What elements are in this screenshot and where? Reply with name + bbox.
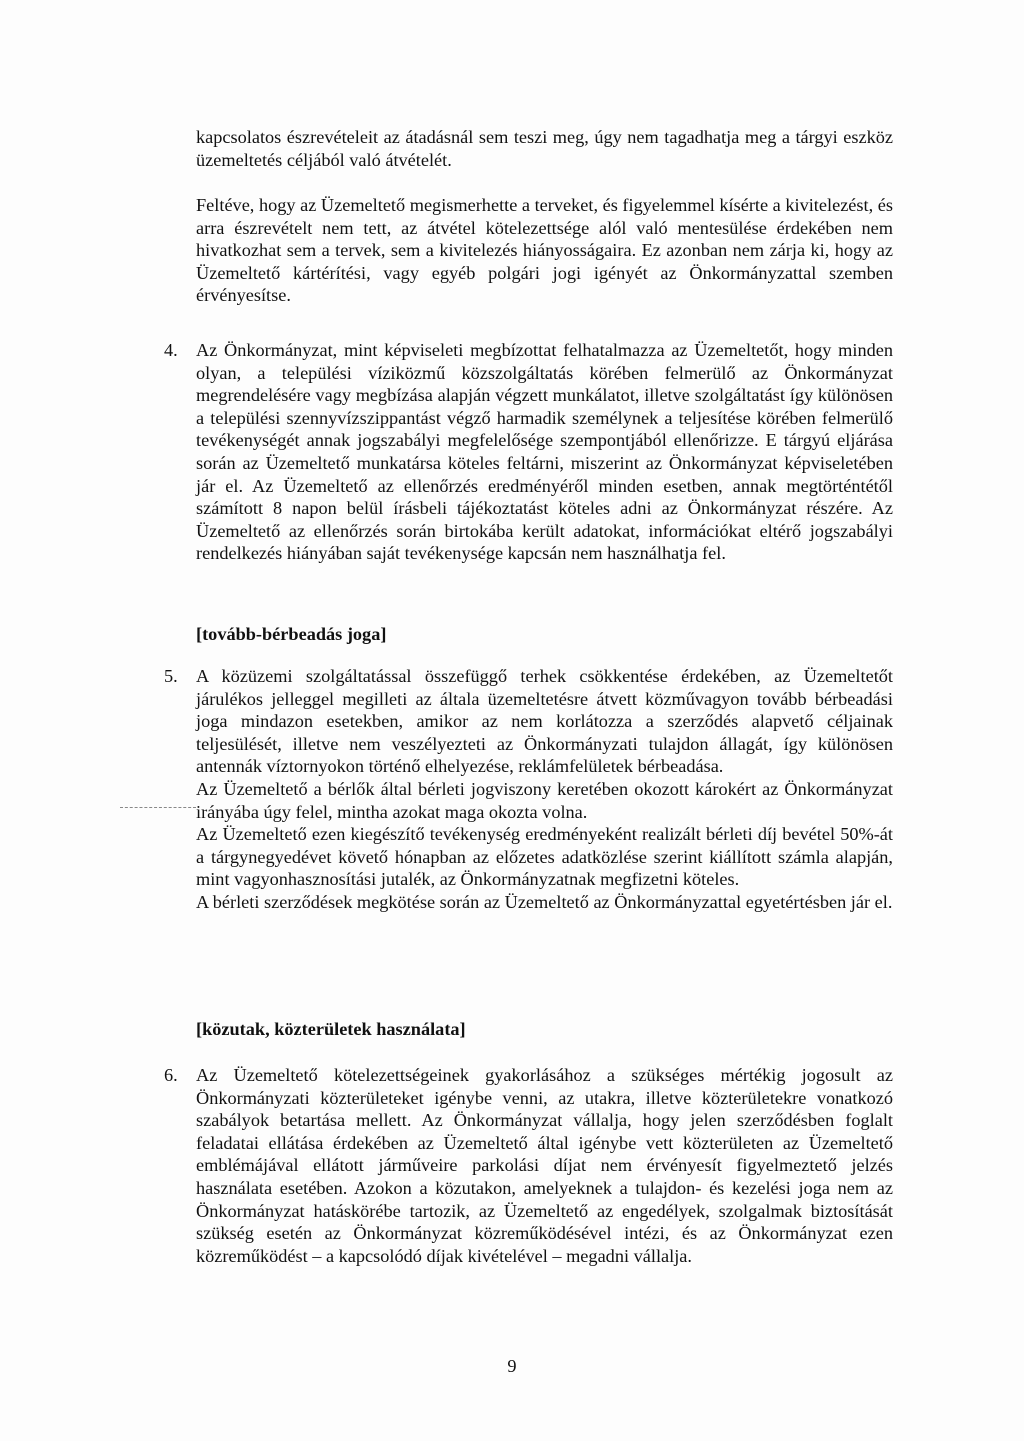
section-item-6 [164, 1064, 893, 1267]
heading-kozutak: [közutak, közterületek használata] [196, 1019, 466, 1039]
item-number: 4. [164, 340, 178, 360]
item-5-paragraph-3: Az Üzemeltető ezen kiegészítő tevékenység eredményeként realizált bérleti díj bevétel 50%-át a tárgynegyedévet követő hónapban az előzetes adatközlése szerint kiállított számla alapján, mint vagyonhasznosítási jutalék, az Önkormányzatnak megfizetni köteles. [196, 824, 893, 890]
page-number: 9 [507, 1356, 517, 1376]
paragraph-felteve: Feltéve, hogy az Üzemeltető megismerhette a terveket, és figyelemmel kísérte a kivitelezést, és arra észrevételt nem tett, az átvétel kötelezettsége alól való mentesülése érdekében nem hivatkozhat sem a tervek, sem a kivitelezés hiányosságaira. Ez azonban nem zárja ki, hogy az Üzemeltető kártérítési, vagy egyéb polgári jogi igényét az Önkormányzattal szemben érvényesítse. [196, 195, 893, 306]
heading-tovabb-berbeadas: [tovább-bérbeadás joga] [196, 624, 387, 644]
item-5-paragraph-2: Az Üzemeltető a bérlők által bérleti jogviszony keretében okozott károkért az Önkormányzat irányába úgy felel, mintha azokat maga okozta volna. [196, 778, 893, 822]
section-item-4 [164, 339, 893, 565]
item-5-paragraph-1: A közüzemi szolgáltatással összefüggő terhek csökkentése érdekében, az Üzemeltetőt járulékos jelleggel megilleti az általa üzemeltetésre átvett közművagyon tovább bérbeadási joga mindazon esetekben, amikor az nem korlátozza a szerződés alapvető céljainak teljesülését, illetve nem veszélyezteti az Önkormányzati tulajdon állagát, így különösen antennák víztornyokon történő elhelyezése, reklámfelületek bérbeadása. [196, 666, 893, 777]
paragraph-intro: kapcsolatos észrevételeit az átadásnál sem teszi meg, úgy nem tagadhatja meg a tárgyi eszköz üzemeltetés céljából való átvételét. [196, 127, 893, 170]
item-number: 6. [164, 1065, 178, 1085]
item-5-paragraph-4: A bérleti szerződések megkötése során az Üzemeltető az Önkormányzattal egyetértésben jár el. [196, 891, 893, 912]
item-4-text: Az Önkormányzat, mint képviseleti megbízottat felhatalmazza az Üzemeltetőt, hogy minden olyan, a települési víziközmű közszolgáltatás körében felmerülő az Önkormányzat megrendelésére vagy megbízása alapján végzett munkálatot, illetve szolgáltatást így különösen a települési szennyvízszippantást végző harmadik személynek a teljesítése körében felmerülő tevékenységét annak jogszabályi megfelelősége szempontjából ellenőrizze. E tárgyú eljárása során az Üzemeltető munkatársa köteles feltárni, miszerint az Önkormányzat képviseletében jár el. Az Üzemeltető az ellenőrzés eredményéről minden esetben, annak megtörténtétől számított 8 napon belül írásbeli tájékoztatást köteles adni az Önkormányzat részére. Az Üzemeltető az ellenőrzés során birtokába került adatokat, információkat eltérő jogszabályi rendelkezés hiányában saját tevékenysége kapcsán nem használhatja fel. [196, 340, 893, 564]
item-number: 5. [164, 666, 178, 686]
item-6-text: Az Üzemeltető kötelezettségeinek gyakorlásához a szükséges mértékig jogosult az Önkormányzati közterületeket igénybe venni, az utakra, illetve közterületekre vonatkozó szabályok betartása mellett. Az Önkormányzat vállalja, hogy jelen szerződésben foglalt feladatai ellátása érdekében az Üzemeltető által igénybe vett közterületen az Üzemeltető emblémájával ellátott járműveire parkolási díjat nem érvényesít figyelmeztető jelzés használata esetében. Azokon a közutakon, amelyeknek a tulajdon- és kezelési joga nem az Önkormányzat hatáskörébe tartozik, az Üzemeltető az engedélyek, szolgalmak biztosítását szükség esetén az Önkormányzat közreműködésével intézi, és az Önkormányzat ezen közreműködést – a kapcsolódó díjak kivételével – megadni vállalja. [196, 1065, 893, 1266]
section-item-5 [164, 665, 893, 914]
